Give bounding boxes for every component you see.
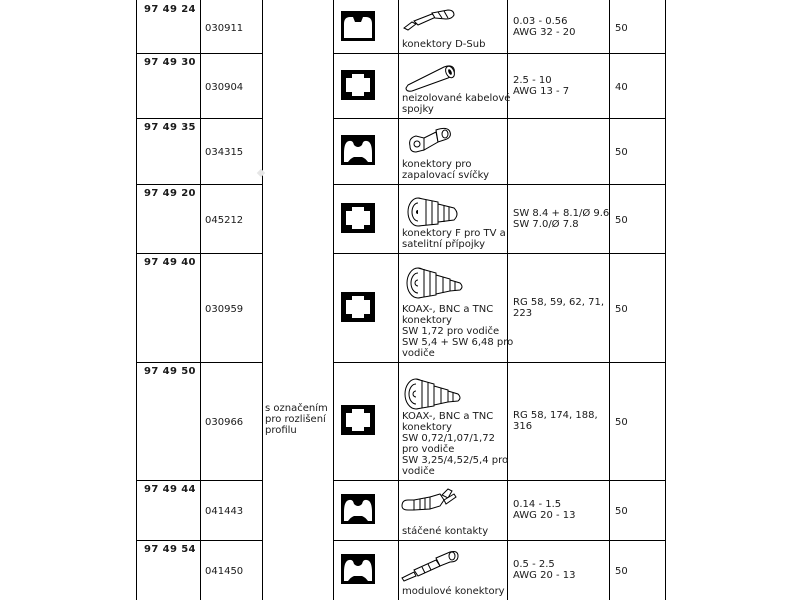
item-code: 97 49 24 xyxy=(144,4,196,15)
cable-range: AWG 20 - 13 xyxy=(513,570,576,581)
crimp-profile-hex-icon xyxy=(341,292,375,322)
row-divider xyxy=(136,184,262,185)
quantity: 50 xyxy=(615,214,628,226)
profile-shape xyxy=(341,494,375,524)
component-drawing xyxy=(404,61,460,93)
article-number: 041450 xyxy=(205,566,244,577)
column-divider xyxy=(665,0,666,600)
quantity: 50 xyxy=(615,506,628,517)
quantity: 40 xyxy=(615,81,628,93)
cable-range: 316 xyxy=(513,421,533,432)
cable-range: RG 58, 174, 188, xyxy=(513,410,598,421)
connector-description: konektory D-Sub xyxy=(402,39,486,50)
column-divider xyxy=(200,0,201,600)
column-divider xyxy=(262,0,263,600)
article-number: 030959 xyxy=(205,303,244,315)
connector-description: modulové konektory xyxy=(402,586,505,597)
component-drawing xyxy=(406,124,456,158)
connector-description: konektory xyxy=(402,315,452,326)
crimp-profile-crown-icon xyxy=(341,135,375,165)
component-drawing xyxy=(400,486,460,514)
connector-description: vodiče xyxy=(402,466,435,477)
connector-description: konektory pro xyxy=(402,159,472,170)
row-divider xyxy=(136,118,262,119)
cable-range: SW 8.4 + 8.1/Ø 9.6 xyxy=(513,207,610,219)
item-code: 97 49 20 xyxy=(144,188,196,199)
article-number: 034315 xyxy=(205,147,244,158)
quantity: 50 xyxy=(615,22,628,34)
cable-range: 0.03 - 0.56 xyxy=(513,15,568,27)
quantity: 50 xyxy=(615,147,628,158)
column-divider xyxy=(136,0,137,600)
cable-range: AWG 20 - 13 xyxy=(513,510,576,521)
column-divider xyxy=(609,0,610,600)
row-divider xyxy=(333,362,665,363)
row-divider xyxy=(136,540,262,541)
profile-shape xyxy=(341,70,375,100)
cable-range: AWG 13 - 7 xyxy=(513,85,570,97)
connector-description: SW 0,72/1,07/1,72 xyxy=(402,433,495,444)
connector-description: stáčené kontakty xyxy=(402,526,489,537)
crimp-profile-hex-icon xyxy=(341,70,375,100)
item-code: 97 49 44 xyxy=(144,484,196,495)
row-divider xyxy=(136,53,262,54)
article-number: 041443 xyxy=(205,506,244,517)
row-divider xyxy=(136,362,262,363)
cable-range: 223 xyxy=(513,307,533,319)
crimp-profile-crown-icon xyxy=(341,554,375,584)
column-divider xyxy=(398,0,399,600)
profile-shape xyxy=(341,203,375,233)
row-divider xyxy=(136,480,262,481)
column-divider xyxy=(507,0,508,600)
connector-description: pro vodiče xyxy=(402,444,455,455)
row-divider xyxy=(333,253,665,254)
crimp-profile-hex-icon xyxy=(341,203,375,233)
item-code: 97 49 54 xyxy=(144,544,196,555)
rolled-connector-icon xyxy=(400,486,460,514)
cable-range: 2.5 - 10 xyxy=(513,74,552,86)
article-number: 045212 xyxy=(205,214,244,226)
article-number: 030966 xyxy=(205,417,244,428)
item-code: 97 49 40 xyxy=(144,257,196,268)
article-number: 030911 xyxy=(205,22,244,34)
profile-shape xyxy=(341,11,375,41)
crimp-profile-notch-icon xyxy=(341,11,375,41)
connector-description: zapalovací svíčky xyxy=(402,170,490,181)
cable-range: 0.5 - 2.5 xyxy=(513,559,555,570)
connector-description: vodiče xyxy=(402,348,435,359)
quantity: 50 xyxy=(615,566,628,577)
profile-shape xyxy=(341,135,375,165)
cable-range: RG 58, 59, 62, 71, xyxy=(513,296,605,308)
column-divider xyxy=(333,0,334,600)
connector-description: satelitní přípojky xyxy=(402,239,486,250)
component-drawing xyxy=(402,6,462,32)
component-drawing xyxy=(404,263,466,309)
cable-range: 0.14 - 1.5 xyxy=(513,499,562,510)
profile-shape xyxy=(341,554,375,584)
quantity: 50 xyxy=(615,417,628,428)
crimp-profile-crown-icon xyxy=(341,494,375,524)
connector-description: neizolované kabelové xyxy=(402,93,511,104)
row-divider xyxy=(333,184,665,185)
sleeve-connector-icon xyxy=(404,61,460,93)
component-drawing xyxy=(400,548,462,582)
connector-description: spojky xyxy=(402,104,434,115)
connector-description: KOAX-, BNC a TNC xyxy=(402,411,494,422)
item-code: 97 49 35 xyxy=(144,122,196,133)
cable-range: AWG 32 - 20 xyxy=(513,26,576,38)
profile-shape xyxy=(341,405,375,435)
connector-description: SW 1,72 pro vodiče xyxy=(402,326,500,337)
row-divider xyxy=(333,53,665,54)
bnc-connector-icon xyxy=(404,263,466,309)
modular-connector-icon xyxy=(400,548,462,582)
crimp-profile-hex-icon xyxy=(341,405,375,435)
item-code: 97 49 30 xyxy=(144,57,196,68)
pin-connector-icon xyxy=(402,6,462,32)
profile-marking-note: s označením pro rozlišení profilu xyxy=(265,403,328,436)
row-divider xyxy=(136,253,262,254)
profile-shape xyxy=(341,292,375,322)
sparkplug-connector-icon xyxy=(406,124,456,158)
row-divider xyxy=(333,540,665,541)
quantity: 50 xyxy=(615,303,628,315)
connector-description: KOAX-, BNC a TNC xyxy=(402,304,494,315)
row-divider xyxy=(333,480,665,481)
connector-description: SW 3,25/4,52/5,4 pro xyxy=(402,455,509,466)
connector-description: konektory F pro TV a xyxy=(402,228,506,239)
decorative-mark xyxy=(257,169,265,177)
cable-range: SW 7.0/Ø 7.8 xyxy=(513,218,579,230)
connector-description: SW 5,4 + SW 6,48 pro xyxy=(402,337,514,348)
item-code: 97 49 50 xyxy=(144,366,196,377)
row-divider xyxy=(333,118,665,119)
article-number: 030904 xyxy=(205,81,244,93)
connector-description: konektory xyxy=(402,422,452,433)
